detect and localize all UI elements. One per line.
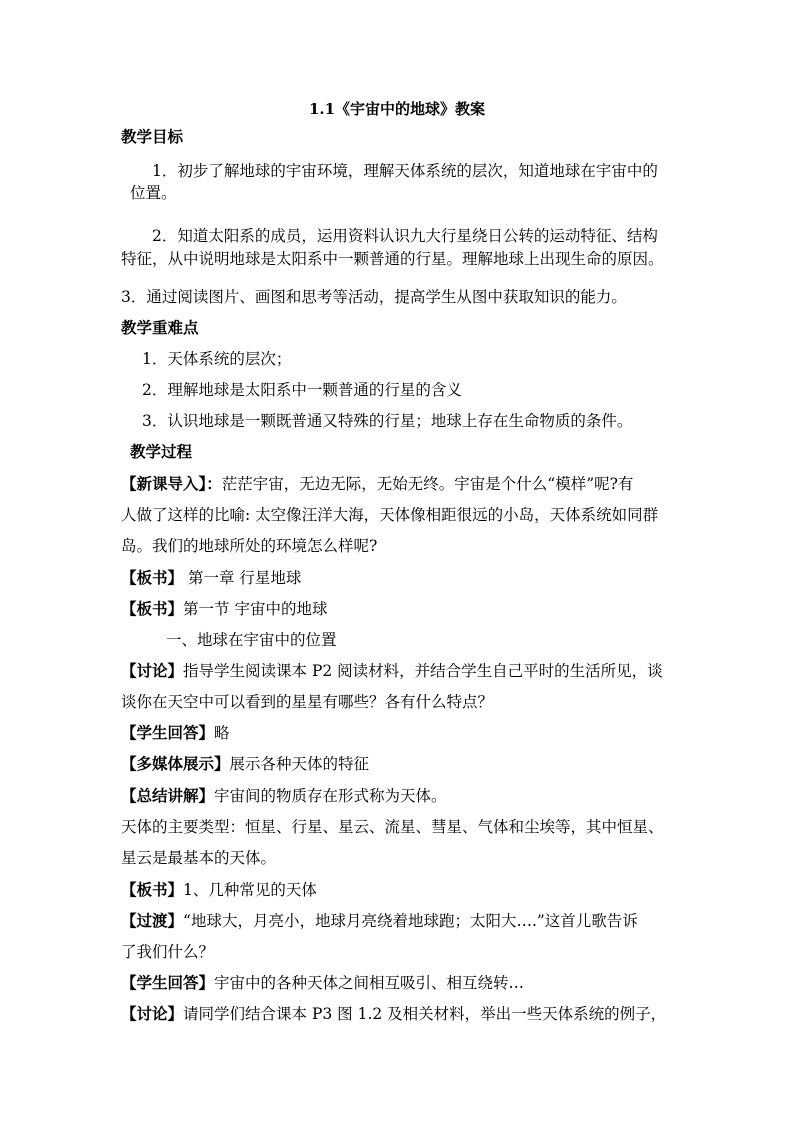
student-answer-2 [121, 973, 524, 993]
discussion-label-2: 【讨论】 [121, 1004, 184, 1023]
objective-3: 3．通过阅读图片、画图和思考等活动，提高学生从图中获取知识的能力。 [121, 288, 627, 306]
discussion-text-2: 请同学们结合课本 P3 图 1.2 及相关材料，举出一些天体系统的例子， [183, 1005, 667, 1023]
section-heading-objectives: 教学目标 [121, 127, 184, 146]
objective-1-line-1: 1．初步了解地球的宇宙环境，理解天体系统的层次，知道地球在宇宙中的 [152, 162, 658, 180]
intro-line-1 [121, 474, 633, 494]
objective-2-line-2: 特征，从中说明地球是太阳系中一颗普通的行星。理解地球上出现生命的原因。 [121, 250, 664, 268]
section-heading-key-points: 教学重难点 [121, 318, 199, 337]
summary-label: 【总结讲解】 [121, 786, 215, 805]
discussion-1-line-1 [121, 661, 663, 681]
transition-text-1: “地球大，月亮小，地球月亮绕着地球跑；太阳大….”这首儿歌告诉 [183, 912, 638, 930]
board-label-1: 【板书】 [121, 568, 184, 587]
board-note-1 [121, 568, 301, 588]
answer-label-1: 【学生回答】 [121, 723, 215, 742]
media-text: 展示各种天体的特征 [229, 755, 370, 773]
answer-text-1: 略 [214, 724, 230, 742]
board-note-2 [121, 599, 327, 619]
media-label: 【多媒体展示】 [121, 754, 230, 773]
subsection-1: 一、地球在宇宙中的位置 [166, 631, 337, 649]
board-text-1: 第一章 行星地球 [183, 569, 302, 587]
discussion-label-1: 【讨论】 [121, 661, 184, 680]
discussion-text-1: 指导学生阅读课本 P2 阅读材料，并结合学生自己平时的生活所见，谈 [183, 662, 663, 680]
summary-text: 宇宙间的物质存在形式称为天体。 [214, 787, 447, 805]
objective-1-line-2: 位置。 [130, 184, 177, 202]
board-label-2: 【板书】 [121, 599, 184, 618]
transition-label: 【过渡】 [121, 911, 184, 930]
summary [121, 786, 447, 806]
intro-line-3: 岛。我们的地球所处的环境怎么样呢? [121, 537, 378, 555]
discussion-2 [121, 1004, 666, 1024]
student-answer-1 [121, 723, 230, 743]
board-label-3: 【板书】 [121, 880, 184, 899]
key-point-2: 2．理解地球是太阳系中一颗普通的行星的含义 [142, 381, 462, 399]
types-line-2: 星云是最基本的天体。 [121, 849, 277, 867]
discussion-1-line-2: 谈你在天空中可以看到的星星有哪些？各有什么特点？ [121, 693, 494, 711]
answer-text-2: 宇宙中的各种天体之间相互吸引、相互绕转… [214, 974, 525, 992]
key-point-3: 3．认识地球是一颗既普通又特殊的行星；地球上存在生命物质的条件。 [142, 412, 633, 430]
objective-2-line-1: 2．知道太阳系的成员，运用资料认识九大行星绕日公转的运动特征、结构 [152, 227, 658, 245]
document-title: 1.1《宇宙中的地球》教案 [308, 100, 486, 118]
answer-label-2: 【学生回答】 [121, 973, 215, 992]
board-text-2: 第一节 宇宙中的地球 [183, 600, 328, 618]
types-line-1: 天体的主要类型：恒星、行星、星云、流星、彗星、气体和尘埃等，其中恒星、 [121, 818, 664, 836]
section-heading-process: 教学过程 [130, 442, 193, 461]
intro-text-1: 茫茫宇宙，无边无际，无始无终。宇宙是个什么“模样”呢?有 [221, 475, 634, 493]
intro-line-2: 人做了这样的比喻: 太空像汪洋大海，天体像相距很远的小岛，天体系统如同群 [121, 506, 659, 524]
transition-line-1 [121, 911, 638, 931]
intro-label: 【新课导入】： [121, 474, 222, 493]
key-point-1: 1．天体系统的层次； [142, 350, 292, 368]
transition-line-2: 了我们什么？ [121, 943, 215, 961]
media-display [121, 754, 369, 774]
board-note-3 [121, 880, 317, 900]
board-text-3: 1、几种常见的天体 [183, 881, 317, 899]
